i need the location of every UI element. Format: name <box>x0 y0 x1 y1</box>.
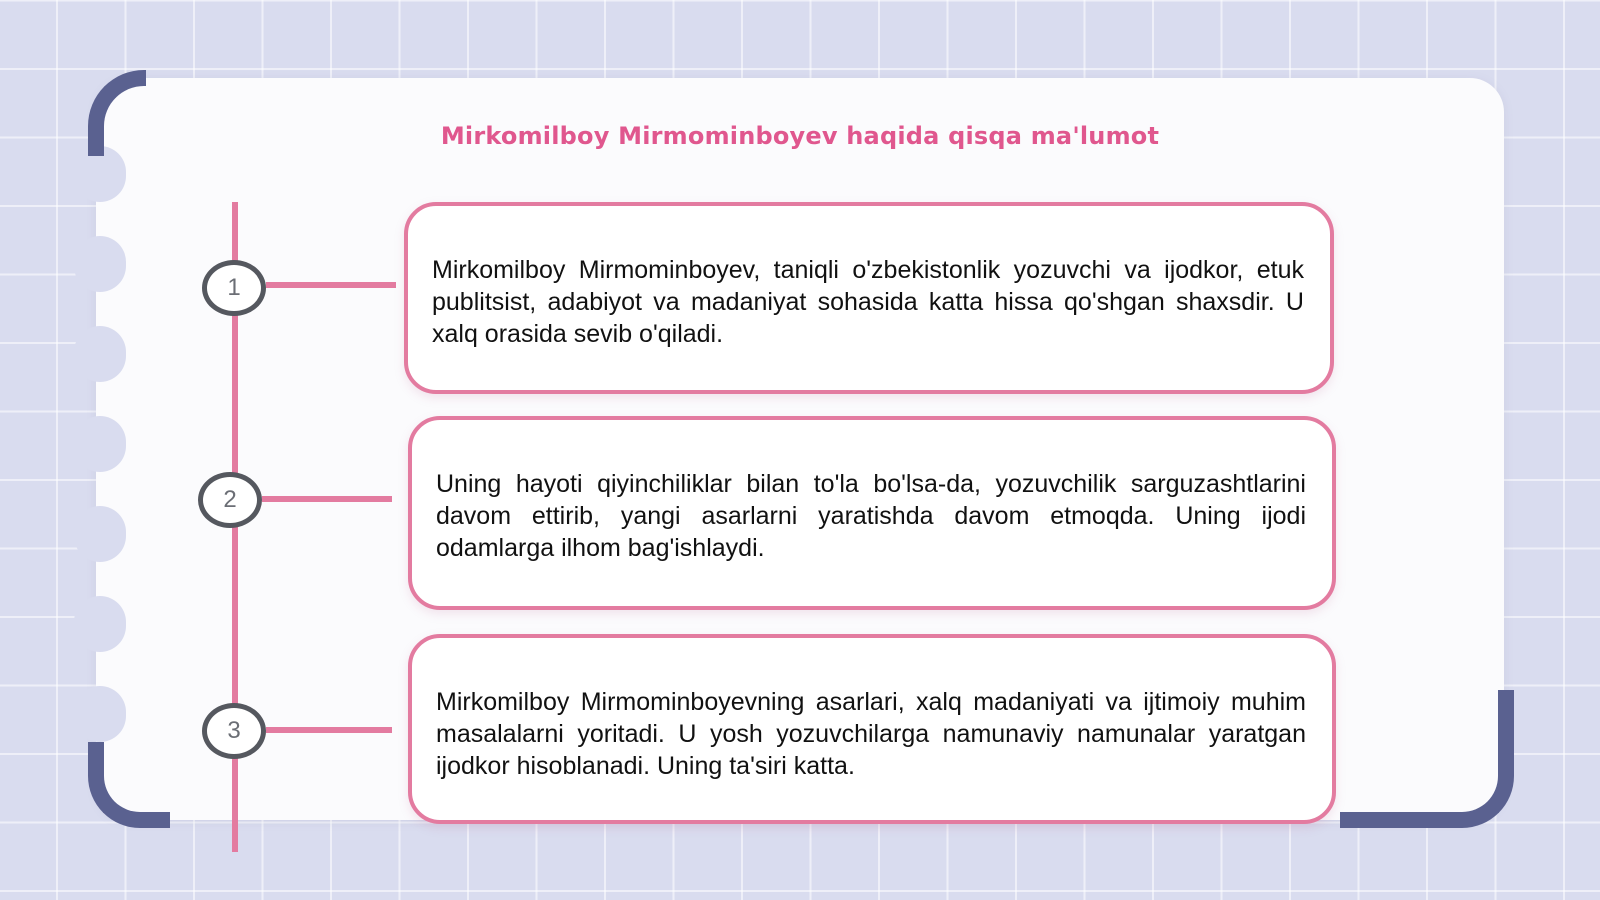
timeline-connector-3 <box>266 727 392 733</box>
timeline-node-number: 2 <box>223 486 237 513</box>
slide-title: Mirkomilboy Mirmominboyev haqida qisqa ma'lumot <box>440 122 1160 150</box>
timeline-node-number: 1 <box>227 274 241 301</box>
timeline-connector-1 <box>266 282 396 288</box>
timeline-card-1 <box>404 202 1334 394</box>
paper-notch <box>74 686 126 742</box>
timeline-card-text: Mirkomilboy Mirmominboyev, taniqli o'zbekistonlik yozuvchi va ijodkor, etuk publitsist, adabiyot va madaniyat sohasida katta hissa qo'shgan shaxsdir. U xalq orasida sevib o'qiladi. <box>432 256 1304 348</box>
paper-notch <box>74 236 126 292</box>
paper-notch <box>74 506 126 562</box>
paper-notch <box>74 596 126 652</box>
corner-bracket-bottom-right <box>1340 690 1514 828</box>
timeline-card-text: Mirkomilboy Mirmominboyevning asarlari, xalq madaniyati va ijtimoiy muhim masalalarni yoritadi. U yosh yozuvchilarga namunaviy namunalar yaratgan ijodkor hisoblanadi. Uning ta'siri katta. <box>436 688 1306 780</box>
timeline-card-3 <box>408 634 1336 824</box>
paper-notch <box>74 416 126 472</box>
corner-bracket-bottom-left <box>88 742 170 828</box>
timeline-node-3 <box>202 703 266 759</box>
timeline-card-text: Uning hayoti qiyinchiliklar bilan to'la bo'lsa-da, yozuvchilik sarguzashtlarini davom ettirib, yangi asarlarni yaratishda davom etmoqda. Uning ijodi odamlarga ilhom bag'ishlaydi. <box>436 470 1306 562</box>
paper-notch <box>74 326 126 382</box>
timeline-card-2 <box>408 416 1336 610</box>
timeline-connector-2 <box>262 496 392 502</box>
timeline-node-2 <box>198 472 262 528</box>
timeline-node-number: 3 <box>227 717 241 744</box>
timeline-node-1 <box>202 260 266 316</box>
